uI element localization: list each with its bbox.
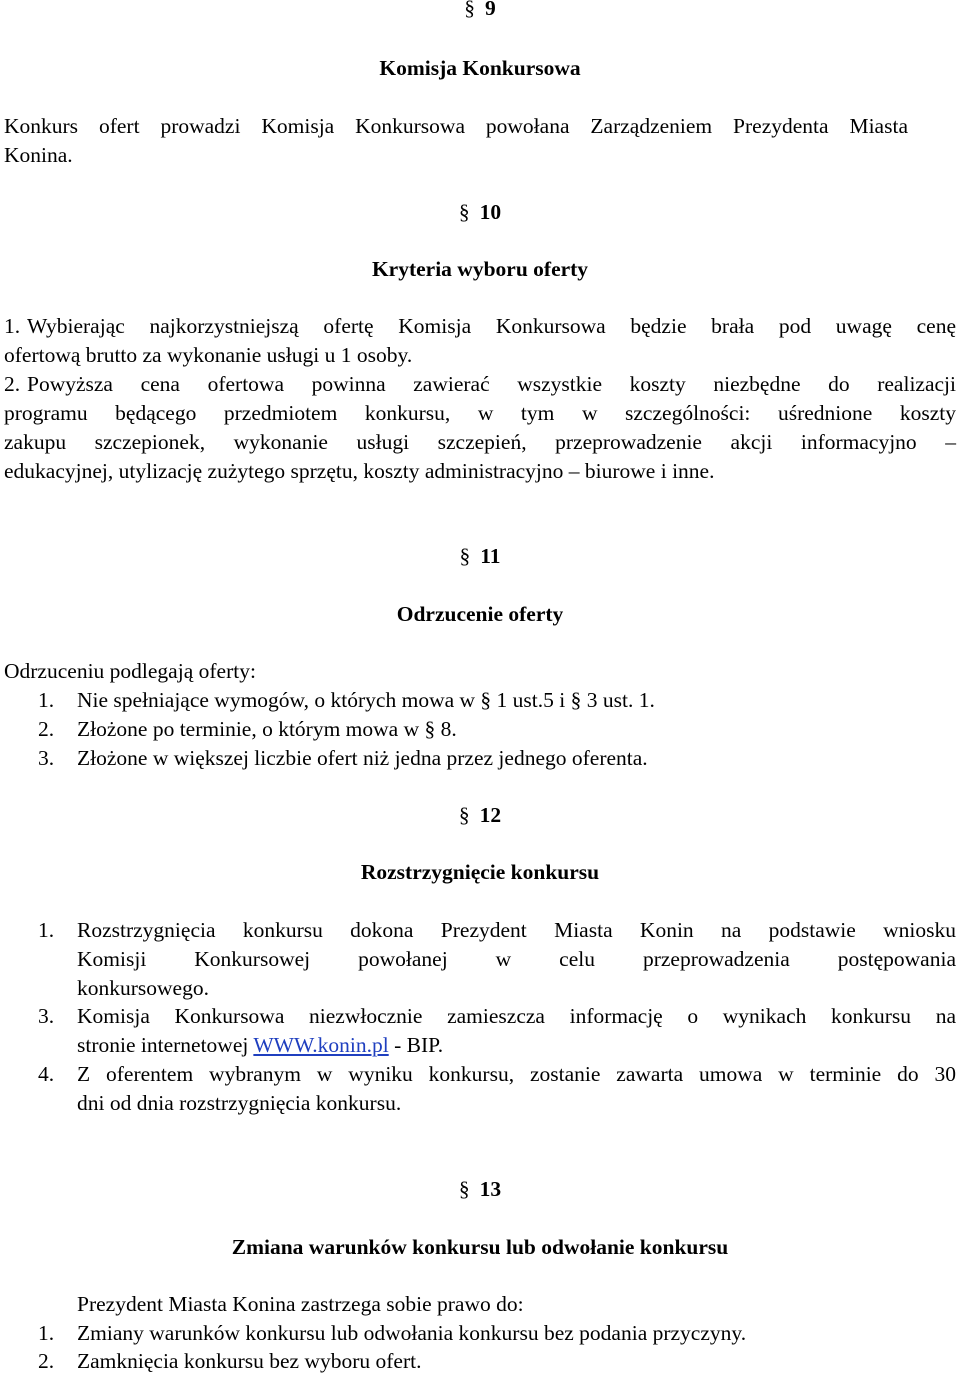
rejection-item-2 <box>77 717 457 742</box>
settlement-item-3-line-2 <box>77 1033 443 1058</box>
section-13-heading <box>0 1177 960 1202</box>
section-reference: 8. <box>440 717 457 741</box>
criteria-item-2-line-2: programu będącego przedmiotem konkursu, w tym w szczególności: uśrednione koszty <box>4 401 956 425</box>
criteria-item-1-line-2: ofertową brutto za wykonanie usługi u 1 osoby. <box>4 343 413 367</box>
rejection-item-1 <box>77 688 655 713</box>
section-12-heading <box>0 803 960 828</box>
section-10-title: Kryteria wyboru oferty <box>371 257 589 281</box>
section-13-intro: Prezydent Miasta Konina zastrzega sobie prawo do: <box>77 1292 524 1316</box>
criteria-item-2-line-3: zakupu szczepionek, wykonanie usługi szczepień, przeprowadzenie akcji informacyjno – <box>4 430 956 454</box>
section-symbol: § <box>459 544 471 568</box>
section-13-title: Zmiana warunków konkursu lub odwołanie konkursu <box>231 1235 729 1259</box>
section-number: 10 <box>479 200 502 224</box>
settlement-item-text: stronie internetowej <box>77 1033 249 1057</box>
section-11-intro: Odrzuceniu podlegają oferty: <box>4 659 256 683</box>
list-item-number: 2. <box>4 372 21 396</box>
section-symbol: § <box>458 803 470 827</box>
criteria-item-2-line-4: edukacyjnej, utylizację zużytego sprzętu, koszty administracyjno – biurowe i inne. <box>4 459 715 483</box>
settlement-item-1-line-2: Komisji Konkursowej powołanej w celu przeprowadzenia postępowania <box>77 947 956 971</box>
rejection-item-text: Złożone po terminie, o którym mowa w <box>77 717 420 741</box>
section-12-title: Rozstrzygnięcie konkursu <box>360 860 600 884</box>
list-item-number: 3. <box>38 746 55 770</box>
website-link[interactable]: WWW.konin.pl <box>253 1033 389 1057</box>
section-reference: 3 ust. 1. <box>586 688 655 712</box>
settlement-item-text: - BIP. <box>394 1033 444 1057</box>
change-item-1: Zmiany warunków konkursu lub odwołania konkursu bez podania przyczyny. <box>77 1321 747 1345</box>
section-number: 11 <box>480 544 501 568</box>
settlement-item-4-line-2: dni od dnia rozstrzygnięcia konkursu. <box>77 1091 402 1115</box>
settlement-item-4-line-1: Z oferentem wybranym w wyniku konkursu, zostanie zawarta umowa w terminie do 30 <box>77 1062 956 1086</box>
list-item-number: 2. <box>38 717 55 741</box>
list-item-number: 4. <box>38 1062 55 1086</box>
settlement-item-1-line-3: konkursowego. <box>77 976 209 1000</box>
list-item-number: 1. <box>38 1321 55 1345</box>
change-item-2: Zamknięcia konkursu bez wyboru ofert. <box>77 1349 422 1373</box>
criteria-item-1-line-1: Wybierając najkorzystniejszą ofertę Komisja Konkursowa będzie brała pod uwagę cenę <box>27 314 956 338</box>
list-item-number: 1. <box>4 314 21 338</box>
section-symbol: § <box>458 1177 470 1201</box>
section-symbol: § <box>480 688 492 712</box>
rejection-item-text: Nie spełniające wymogów, o których mowa w <box>77 688 476 712</box>
section-symbol: § <box>570 688 582 712</box>
list-item-number: 1. <box>38 918 55 942</box>
settlement-item-1-line-1: Rozstrzygnięcia konkursu dokona Prezydent Miasta Konin na podstawie wniosku <box>77 918 956 942</box>
settlement-item-3-line-1: Komisja Konkursowa niezwłocznie zamieszcza informację o wynikach konkursu na <box>77 1004 956 1028</box>
section-reference: 1 ust.5 i <box>496 688 566 712</box>
rejection-item-3: Złożone w większej liczbie ofert niż jedna przez jednego oferenta. <box>77 746 648 770</box>
section-9-heading <box>0 0 960 21</box>
section-10-heading <box>0 200 960 225</box>
criteria-item-2-line-1: Powyższa cena ofertowa powinna zawierać wszystkie koszty niezbędne do realizacji <box>27 372 956 396</box>
section-9-text-line-2: Konina. <box>4 143 73 167</box>
list-item-number: 2. <box>38 1349 55 1373</box>
section-9-text-line-1: Konkurs ofert prowadzi Komisja Konkursowa powołana Zarządzeniem Prezydenta Miasta <box>4 114 908 138</box>
section-9-title: Komisja Konkursowa <box>379 56 581 80</box>
list-item-number: 1. <box>38 688 55 712</box>
section-number: 9 <box>485 0 496 20</box>
section-symbol: § <box>424 717 436 741</box>
section-number: 12 <box>479 803 502 827</box>
section-11-title: Odrzucenie oferty <box>396 602 564 626</box>
section-number: 13 <box>479 1177 502 1201</box>
section-symbol: § <box>464 0 475 20</box>
section-11-heading <box>0 544 960 569</box>
list-item-number: 3. <box>38 1004 55 1028</box>
section-symbol: § <box>458 200 470 224</box>
